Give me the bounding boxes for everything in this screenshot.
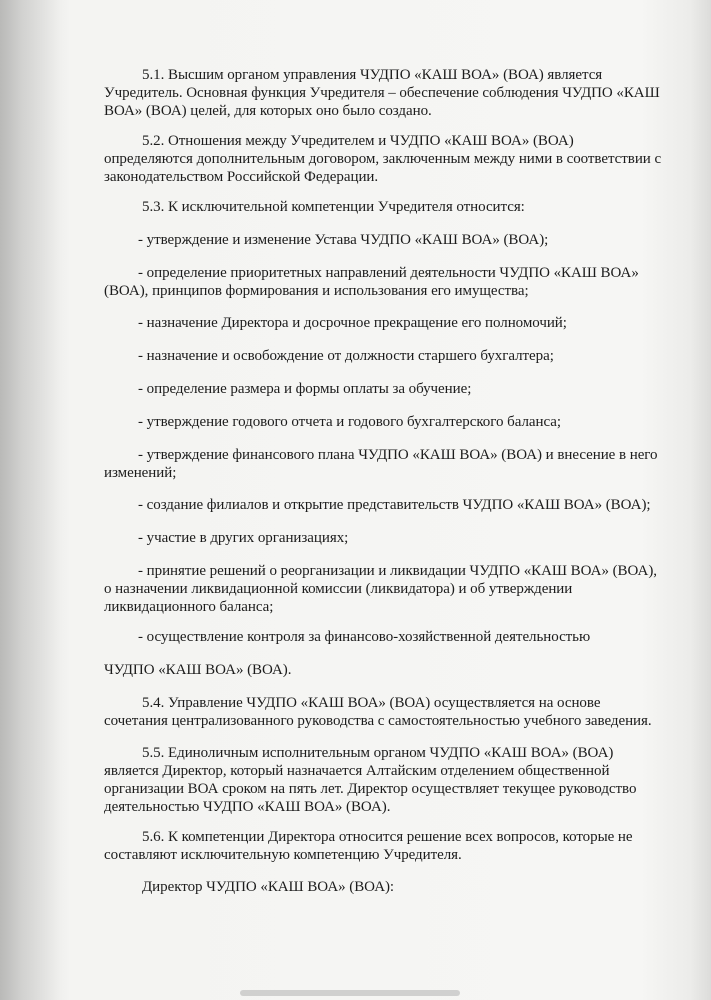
scan-artifact (240, 990, 460, 996)
list-item-director-appointment: - назначение Директора и досрочное прекращение его полномочий; (138, 315, 567, 331)
list-item-charter: - утверждение и изменение Устава ЧУДПО «КАШ ВОА» (ВОА); (138, 232, 549, 248)
scan-shadow-edge (0, 0, 70, 1000)
paragraph-5-6: 5.6. К компетенции Директора относится решение всех вопросов, которые не составляют исключительную компетенцию Учредителя. (104, 829, 633, 863)
paragraph-5-3: 5.3. К исключительной компетенции Учредителя относится: (142, 199, 525, 215)
list-item-financial-plan: - утверждение финансового плана ЧУДПО «КАШ ВОА» (ВОА) и внесение в него изменений; (104, 447, 658, 481)
list-item-control: - осуществление контроля за финансово-хозяйственной деятельностью (138, 629, 591, 645)
paragraph-5-4: 5.4. Управление ЧУДПО «КАШ ВОА» (ВОА) осуществляется на основе сочетания централизованного руководства с самостоятельностью учебного заведения. (104, 695, 652, 729)
list-item-liquidation: - принятие решений о реорганизации и ликвидации ЧУДПО «КАШ ВОА» (ВОА), о назначении ликвидационной комиссии (ликвидатора) и об утверждении ликвидационного баланса; (104, 563, 657, 615)
paragraph-director-heading: Директор ЧУДПО «КАШ ВОА» (ВОА): (142, 879, 395, 895)
paragraph-5-1: 5.1. Высшим органом управления ЧУДПО «КАШ ВОА» (ВОА) является Учредитель. Основная функция Учредителя – обеспечение соблюдения ЧУДПО «КАШ ВОА» (ВОА) целей, для которых оно было создано. (104, 67, 660, 119)
list-item-participation: - участие в других организациях; (138, 530, 349, 546)
list-item-priorities: - определение приоритетных направлений деятельности ЧУДПО «КАШ ВОА» (ВОА), принципов формирования и использования его имущества; (104, 265, 639, 299)
list-item-branches: - создание филиалов и открытие представительств ЧУДПО «КАШ ВОА» (ВОА); (138, 497, 651, 513)
list-item-annual-report: - утверждение годового отчета и годового бухгалтерского баланса; (138, 414, 561, 430)
paragraph-5-2: 5.2. Отношения между Учредителем и ЧУДПО «КАШ ВОА» (ВОА) определяются дополнительным договором, заключенным между ними в соответствии с законодательством Российской Федерации. (104, 133, 662, 185)
list-item-tuition: - определение размера и формы оплаты за обучение; (138, 381, 472, 397)
list-item-accountant: - назначение и освобождение от должности старшего бухгалтера; (138, 348, 554, 364)
paragraph-5-5: 5.5. Единоличным исполнительным органом ЧУДПО «КАШ ВОА» (ВОА) является Директор, который назначается Алтайским отделением общественной организации ВОА сроком на пять лет. Директор осуществляет текущее руководство деятельностью ЧУДПО «КАШ ВОА» (ВОА). (104, 745, 637, 815)
list-item-control-continuation: ЧУДПО «КАШ ВОА» (ВОА). (104, 662, 292, 678)
